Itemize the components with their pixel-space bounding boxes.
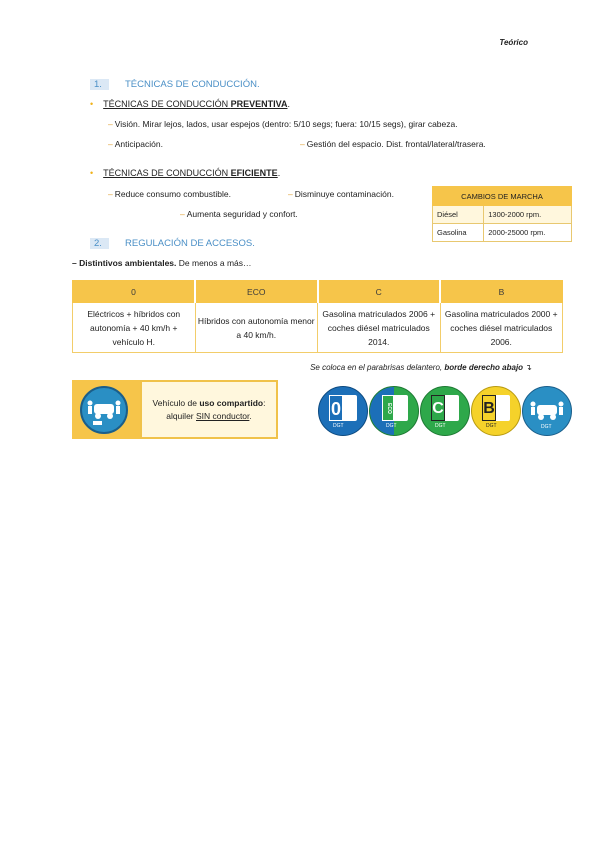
- distintivos-header-eco: ECO: [195, 281, 318, 303]
- badge-c-label: C: [431, 395, 445, 421]
- dash-icon: –: [300, 139, 305, 149]
- dash-icon: –: [108, 119, 113, 129]
- note-pre: Se coloca en el parabrisas delantero,: [310, 363, 445, 372]
- page-header: Teórico: [499, 38, 528, 47]
- distintivos-cell-eco: Híbridos con autonomía menor a 40 km/h.: [195, 303, 318, 353]
- distintivos-intro: [72, 258, 252, 268]
- eficiente-item2-text: Disminuye contaminación.: [294, 189, 394, 199]
- section2-number: 2.: [90, 238, 109, 249]
- dash-icon: –: [108, 139, 113, 149]
- compartido-underline: SIN conductor: [196, 410, 250, 421]
- badge-b-label: B: [482, 395, 496, 421]
- badge-c: [420, 386, 470, 436]
- badge-zero-label: 0: [329, 395, 343, 421]
- dash-icon: –: [180, 209, 185, 219]
- preventiva-title-pre: TÉCNICAS DE CONDUCCIÓN: [103, 99, 231, 109]
- section2-title: REGULACIÓN DE ACCESOS.: [125, 238, 255, 249]
- badge-zero-dgt: DGT: [333, 423, 344, 429]
- parabrisas-note: [310, 363, 532, 372]
- cambios-table: [432, 186, 572, 242]
- distintivos-table: [72, 280, 563, 353]
- distintivos-cell-0: Eléctricos + híbridos con autonomía + 40 km/h + vehículo H.: [73, 303, 196, 353]
- preventiva-item1-text: Visión. Mirar lejos, lados, usar espejos (dentro: 5/10 segs; fuera: 10/15 segs), girar cabeza.: [114, 119, 458, 129]
- dash-icon: –: [288, 189, 293, 199]
- distintivos-header-c: C: [318, 281, 441, 303]
- bullet-icon: •: [90, 99, 94, 109]
- eficiente-title-post: .: [277, 168, 281, 178]
- eficiente-heading: [90, 168, 280, 178]
- badge-b-dgt: DGT: [486, 423, 497, 429]
- badge-zero: [318, 386, 368, 436]
- distintivos-intro-rest: De menos a más…: [176, 258, 252, 268]
- cambios-rpm-diesel: 1300-2000 rpm.: [484, 206, 572, 224]
- eficiente-item-consumo: [108, 189, 231, 199]
- eficiente-item-seguridad: [180, 209, 298, 219]
- preventiva-item-vision: [108, 119, 458, 129]
- section1-number: 1.: [90, 79, 109, 90]
- distintivos-cell-c: Gasolina matriculados 2006 + coches diésel matriculados 2014.: [318, 303, 441, 353]
- section1-heading: [90, 79, 260, 90]
- badge-c-dgt: DGT: [435, 423, 446, 429]
- compartido-pre: Vehículo de: [152, 397, 200, 408]
- badge-b: [471, 386, 521, 436]
- distintivos-cell-b: Gasolina matriculados 2000 + coches diésel matriculados 2006.: [440, 303, 563, 353]
- badge-shared: [522, 386, 572, 436]
- eficiente-title-bold: EFICIENTE: [230, 168, 278, 178]
- preventiva-item3-text: Gestión del espacio. Dist. frontal/lateral/trasera.: [306, 139, 486, 149]
- compartido-bold: uso compartido: [199, 397, 264, 408]
- eficiente-item1-text: Reduce consumo combustible.: [114, 189, 231, 199]
- badge-eco: [369, 386, 419, 436]
- preventiva-title-post: .: [287, 99, 291, 109]
- shared-vehicle-badge-large: [80, 386, 128, 434]
- note-bold: borde derecho abajo: [444, 363, 524, 372]
- compartido-mid: : alquiler: [166, 397, 266, 421]
- badge-shared-dgt: DGT: [541, 424, 552, 430]
- car-people-icon: [82, 388, 126, 432]
- preventiva-item-anticipacion: [108, 139, 163, 149]
- eficiente-item3-text: Aumenta seguridad y confort.: [186, 209, 298, 219]
- cambios-rpm-gasolina: 2000-25000 rpm.: [484, 224, 572, 242]
- shared-vehicle-description: [140, 380, 278, 439]
- distintivos-header-0: 0: [73, 281, 196, 303]
- preventiva-title-bold: PREVENTIVA: [230, 99, 288, 109]
- badge-eco-label: ECO: [382, 395, 394, 421]
- cambios-fuel-diesel: Diésel: [433, 206, 484, 224]
- bullet-icon: •: [90, 168, 94, 178]
- preventiva-heading: [90, 99, 290, 109]
- cambios-title: CAMBIOS DE MARCHA: [433, 187, 572, 206]
- preventiva-item-espacio: [300, 139, 486, 149]
- distintivos-intro-bold: – Distintivos ambientales.: [72, 258, 177, 268]
- eficiente-title: [103, 168, 278, 178]
- turn-arrow-icon: ↴: [525, 363, 532, 372]
- preventiva-item2-text: Anticipación.: [114, 139, 163, 149]
- eficiente-title-pre: TÉCNICAS DE CONDUCCIÓN: [103, 168, 231, 178]
- distintivos-header-b: B: [440, 281, 563, 303]
- compartido-post: .: [249, 410, 252, 421]
- section1-title: TÉCNICAS DE CONDUCCIÓN.: [125, 79, 260, 90]
- preventiva-title: [103, 99, 287, 109]
- badge-eco-dgt: DGT: [386, 423, 397, 429]
- cambios-fuel-gasolina: Gasolina: [433, 224, 484, 242]
- eficiente-item-contaminacion: [288, 189, 394, 199]
- section2-heading: [90, 238, 255, 249]
- dash-icon: –: [108, 189, 113, 199]
